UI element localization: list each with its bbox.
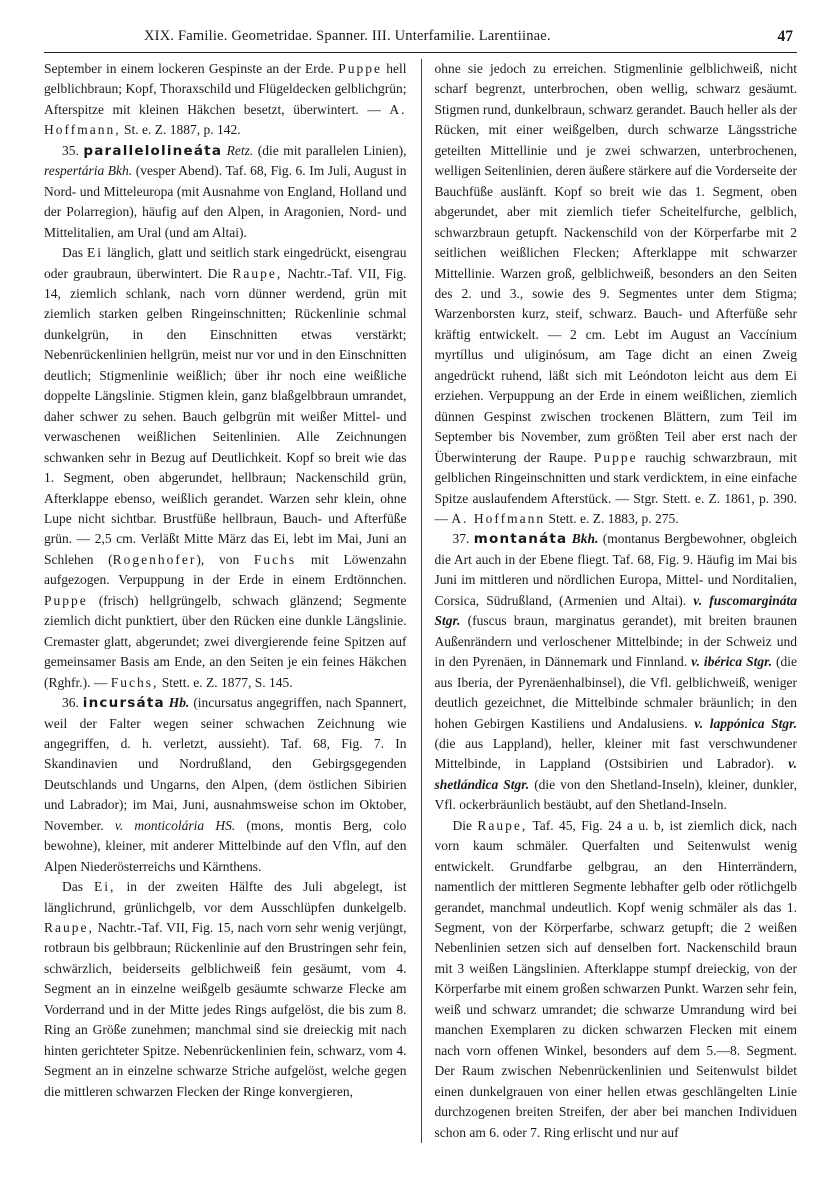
term-ei: Ei bbox=[87, 245, 104, 261]
citation: Stett. e. Z. 1883, p. 275. bbox=[548, 510, 679, 526]
species-author: Retz. bbox=[226, 142, 254, 158]
author-ref: Fuchs bbox=[253, 551, 297, 567]
text-run: ohne sie jedoch zu erreichen. Stigmenlinie gelblichweiß, nicht scharf begrenzt, unterbrochen, oben wellig, schwarz gesäumt. Stigmen rund, dunkelbraun, schwarz gerandet. Bauch heller als der Rücken, mit einer weißgelben, durch schwarze Längsstriche geteilten Mittellinie und je zwei schwarzen, unterbrochenen, welligen Seitenlinien, deren äußere stärkere auf die Vorderseite der Bauchfüße auslänft. Kopf so breit wie das 1. Segment, oben abgerundet, aber mit ziemlich tiefer Scheitelfurche, gelblich, schwarzbraun getupft. Nackenschild von der Körperfarbe mit 2 seitlichen weißlichen Flecken; Afterklappe mit schwarzer Mittellinie. Warzen groß, gelblichweiß, besonders an den Seiten des 2. und 3., sowie des 9. Segmentes unter dem Stigma; Warzenborsten kurz, steif, schwarz. Bauch- und Afterfüße sehr kräftig entwickelt. — 2 cm. Lebt im August an Vaccínium myrtíllus und uliginósum, am Tage dicht an einen Zweig angedrückt ruhend, läßt sich mit Leóndoton leicht aus dem Ei erziehen. Verpuppung an der Erde in einem weißlichen, ziemlich dünnen Gespinst zwischen trockenen Blättern, zum Teil im September bis November, zum größten Teil aber erst nach der Überwinterung der Raupe. bbox=[434, 61, 798, 465]
larva-description-37 bbox=[435, 816, 798, 1143]
species-name: parallelolineáta bbox=[83, 142, 223, 159]
term-puppe: Puppe bbox=[338, 61, 382, 76]
text-run: (die mit parallelen Linien), bbox=[257, 142, 407, 158]
entry-number: 35. bbox=[62, 142, 79, 158]
paragraph-continuation bbox=[435, 59, 798, 529]
text-run: (incursatus angegriffen, nach Spannert, weil der Falter wegen seiner schwachen Zeichnung wie angegriffen, d. h. verletzt, aussieht). Taf. 68, Fig. 7. In Skandinavien und Nordrußland, den Gebirgsgegenden Deutschlands und Ungarns, den Alpen, (dem östlichen Sibirien und Labrador); im Mai, Juni, ausnahmsweise schon im Oktober, November. bbox=[44, 695, 407, 833]
text-run: Das bbox=[62, 245, 83, 261]
text-run: (die aus Iberia, der Pyrenäenhalbinsel), die Vfl. gelblichweiß, weniger deutlich gezeichnet, die Mittelbinde schmaler bräunlich; in den hohen Gebirgen Kastiliens und Andalusiens. bbox=[434, 654, 798, 731]
species-author: Bkh. bbox=[571, 531, 599, 547]
larva-description-35 bbox=[44, 243, 407, 693]
text-run: mit Löwenzahn aufgezogen. Verpuppung in der Erde in einem Erdtönnchen. bbox=[44, 551, 407, 588]
text-run: rauchig schwarzbraun, mit gelblichen Ringeinschnitten und stark verdicktem, in eine einfache Spitze auslaufendem Afterstück. — Stgr. Stett. e. Z. 1861, p. 390. — bbox=[434, 449, 797, 526]
species-entry-36 bbox=[44, 693, 407, 877]
species-name: incursáta bbox=[82, 695, 165, 712]
term-ei: Ei, bbox=[94, 879, 116, 895]
species-entry-37 bbox=[435, 529, 798, 815]
author-ref: Fuchs, bbox=[110, 674, 159, 690]
left-column bbox=[44, 59, 407, 1143]
text-run: September in einem lockeren Gespinste an der Erde. bbox=[44, 61, 334, 76]
text-run: Nachtr.-Taf. VII, Fig. 14, ziemlich schlank, nach vorn dünner werdend, grün mit ziemlich starken gelben Ringeinschnitten; Rückenlinie schmal dunkelgrün, in den Einschnitten etwas verstärkt; Nebenrückenlinien hellgrün, meist nur vor und in den Einschnitten deutlich; Stigmenlinie weißlich; über ihr noch eine weißliche doppelte Längslinie. Stigmen klein, ganz blaßgelbbraun umrandet, daher schwer zu sehen. Bauch gelbgrün mit weißer Mittel- und verwaschenen weißlichen Seitenlinien. Alle Zeichnungen schwanken sehr in Bezug auf Deutlichkeit. Kopf so breit wie das 1. Segment, oben abgerundet, hellbraun; Nackenschild grün, Afterklappe ebenso, weißlich gerandet. Warzen sehr klein, ohne Lupe nicht sichtbar. Brustfüße hellbraun, Bauch- und Afterfüße grün. — 2,5 cm. Verläßt Mitte März das Ei, lebt im Mai, Juni an Schlehen ( bbox=[44, 265, 407, 567]
term-raupe: Raupe, bbox=[232, 265, 283, 281]
term-raupe: Raupe, bbox=[44, 920, 94, 936]
author-ref: Rogenhofer bbox=[112, 551, 197, 567]
text-run: Taf. 45, Fig. 24 a u. b, ist ziemlich dick, nach vorn kaum schmäler. Querfalten und Seitenwulst wenig entwickelt. Grundfarbe gelbgrau, an den Hinterrändern, namentlich der mittleren Segmente lebhafter gelb oder rötlichgelb gerandet, manchmal undeutlich. Kopf wenig schmäler als das 1. Segment, von der Körperfarbe, schwarz getupft; die 2 weißen Nebenlinien setzen sich auf denselben fort. Nackenschild braun mit 3 weißen Längslinien. Afterklappe stumpf dreieckig, von der Körperfarbe mit einem großen schwarzen Punkt. Warzen sehr fein, weiß und schwarz umrandet; die schwarze Umrandung wird bei manchen Exemplaren zu dicken schwarzen Flecken mit einem nach vorn offenen Winkel, besonders auf dem 5.—8. Segment. Der Raum zwischen Nebenrückenlinien und Seitenwulst bildet einen dunkelgrauen von einer hellen etwas geschlängelten Linie durchzogenen breiten Streifen, der aber bei manchen Individuen schon am 6. oder 7. Ring erlischt und nur auf bbox=[434, 817, 797, 1140]
entry-number: 37. bbox=[452, 531, 470, 547]
text-run: (vesper Abend). Taf. 68, Fig. 6. Im Juli, August in Nord- und Mitteleuropa (mit Ausnahme von England, Holland und der Polarregion), häufig auf den Alpen, in Aragonien, Nord- und Mittelitalien, am Ural (und am Altai). bbox=[44, 163, 407, 240]
variety-name: v. monticolária HS. bbox=[114, 817, 236, 833]
page-number: 47 bbox=[777, 28, 793, 45]
text-run: (die aus Lappland), heller, kleiner mit fast verschwundener Mittelbinde, in Lappland (Ostsibirien und Labrador). bbox=[434, 735, 797, 772]
larva-description-36 bbox=[44, 877, 407, 1102]
paragraph-continuation bbox=[44, 59, 407, 141]
text-run: (fuscus braun, marginatus gerandet), mit breiten braunen Außenrändern und verloschener Mittelbinde; in der Schweiz und in den Pyrenäen, in Dännemark und Finnland. bbox=[434, 613, 798, 670]
species-name: montanáta bbox=[473, 531, 568, 548]
text-run: Nachtr.-Taf. VII, Fig. 15, nach vorn sehr wenig verjüngt, rotbraun bis gelbbraun; Rückenlinie auf den Brustringen sehr fein, schwärzlich, beiderseits gelblichweiß fein gesäumt, vom 4. Segment an in einzelne weißgelb gesäumte schwarze Flecke am Vorderrand und in der Mitte jedes Rings aufgelöst, die bis zum 8. Ring an Größe zunehmen; manchmal sind sie dreieckig mit nach hinten gerichteter Spitze. Nebenrückenlinien fein, schwarz, vom 4. Segment an in einzelne schwarze Striche aufgelöst, welche gegen die mittleren schwarzen Flecken der Ringe konvergieren, bbox=[44, 920, 407, 1099]
author-ref: A. Hoffmann bbox=[451, 510, 546, 526]
text-columns bbox=[44, 59, 797, 1143]
text-run: (mons, montis Berg, colo bewohne), kleiner, mit anderer Mittelbinde auf den Vfln, auf den Alpen Niederösterreichs und Kärnthens. bbox=[44, 817, 407, 874]
right-column bbox=[421, 59, 798, 1143]
variety-name: v. shetlándica Stgr. bbox=[434, 756, 798, 792]
citation: Stett. e. Z. 1877, S. 145. bbox=[161, 674, 293, 690]
citation: St. e. Z. 1887, p. 142. bbox=[124, 122, 241, 138]
text-run: (montanus Bergbewohner, obgleich die Art auch in der Ebene fliegt. Taf. 68, Fig. 9. Häufig im Mai bis Juni im mittleren und nördlichen Europa, Mittel- und Norditalien, Corsica, Südrußland, (Armenien und Altai). bbox=[434, 531, 798, 608]
species-author: Hb. bbox=[168, 695, 190, 711]
running-title: XIX. Familie. Geometridae. Spanner. III. Unterfamilie. Larentiinae. bbox=[144, 28, 551, 44]
running-header bbox=[44, 24, 797, 53]
term-raupe: Raupe, bbox=[477, 817, 528, 833]
synonym: respertária Bkh. bbox=[44, 163, 133, 179]
text-run: in der zweiten Hälfte des Juli abgelegt, ist länglichrund, grünlichgelb, vor dem Ausschlüpfen dunkelgelb. bbox=[44, 879, 407, 915]
text-run: (die von den Shetland-Inseln), kleiner, dunkler, Vfl. ockerbräunlich bestäubt, auf den Shetland-Inseln. bbox=[434, 776, 797, 813]
term-puppe: Puppe bbox=[44, 592, 88, 608]
text-run: länglich, glatt und seitlich stark eingedrückt, eisengrau oder graubraun, überwintert. Die bbox=[44, 245, 407, 281]
variety-name: v. fuscomargináta Stgr. bbox=[434, 592, 797, 629]
text-run: hell gelblichbraun; Kopf, Thoraxschild und Flügeldecken gelblichgrün; Afterspitze mit kleinen Häkchen besetzt, überwintert. — bbox=[44, 61, 407, 117]
author-ref: A. Hoffmann, bbox=[44, 101, 407, 138]
variety-name: v. ibérica Stgr. bbox=[691, 654, 773, 670]
text-run: Die bbox=[452, 817, 472, 833]
text-run: Das bbox=[62, 879, 83, 895]
entry-number: 36. bbox=[62, 695, 79, 711]
species-entry-35 bbox=[44, 141, 407, 243]
variety-name: v. lappónica Stgr. bbox=[694, 715, 798, 731]
text-run: ), von bbox=[196, 551, 240, 567]
term-puppe: Puppe bbox=[593, 449, 638, 465]
text-run: (frisch) hellgrüngelb, schwach glänzend; Segmente ziemlich dicht punktiert, über den Rücken eine dunkle Längslinie. Cremaster glatt, abgerundet; zwei divergierende feine Spitzen auf gemeinsamer Basis am Ende, an den Seiten je ein feines Häkchen (Rghfr.). — bbox=[44, 592, 407, 690]
